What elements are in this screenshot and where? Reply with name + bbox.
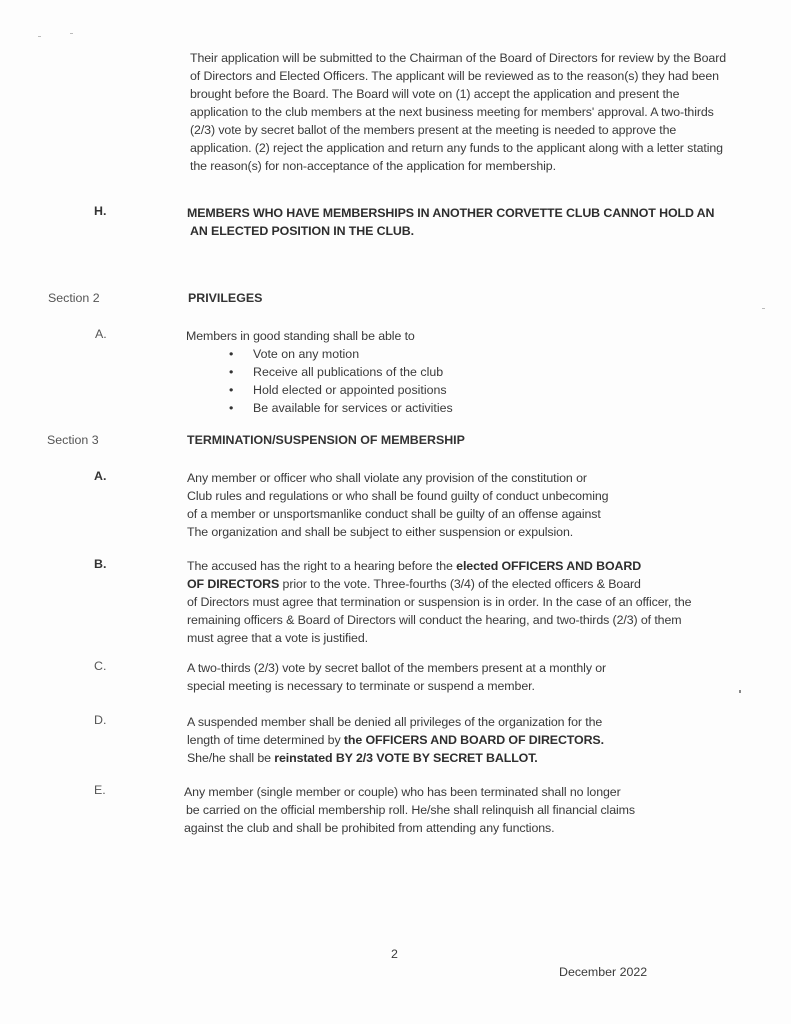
text-line: against the club and shall be prohibited from attending any functions. [184,821,555,835]
item-h-label: H. [94,204,107,218]
scan-speck [739,690,741,693]
text-run: length of time determined by [187,733,344,747]
list-item: • Receive all publications of the club [229,363,453,381]
text-line: A two-thirds (2/3) vote by secret ballot of the members present at a monthly or [187,661,607,675]
section-3-item-d-text [187,713,604,767]
text-line: remaining officers & Board of Directors will conduct the hearing, and two-thirds (2/3) of them [187,613,682,627]
section-3-item-e-text [184,783,635,837]
scan-speck [762,308,765,309]
item-h-line-2: AN ELECTED POSITION IN THE CLUB. [190,224,414,238]
bold-run: OF DIRECTORS [187,577,280,591]
section-3-item-b-label: B. [94,557,107,571]
section-3-title: TERMINATION/SUSPENSION OF MEMBERSHIP [187,433,465,447]
section-3-item-c-label: C. [94,659,107,673]
privileges-list [229,345,453,417]
text-run: The accused has the right to a hearing before the [187,559,457,573]
text-run: She/he shall be [187,751,275,765]
list-item: • Be available for services or activities [229,399,453,417]
text-line [187,557,691,575]
section-3-label: Section 3 [47,433,99,447]
text-line [187,749,604,767]
text-line: be carried on the official membership roll. He/she shall relinquish all financial claims [186,803,635,817]
section-2-title: PRIVILEGES [188,291,263,305]
section-2-item-a-text: Members in good standing shall be able to [186,329,415,343]
section-3-item-e-label: E. [94,783,106,797]
text-line [187,575,691,593]
text-line: of Directors must agree that termination or suspension is in order. In the case of an officer, the [187,595,692,609]
list-item: • Hold elected or appointed positions [229,381,453,399]
section-2-item-a-label: A. [95,327,107,341]
text-line: of a member or unsportsmanlike conduct shall be guilty of an offense against [187,507,601,521]
bold-run: elected OFFICERS AND BOARD [456,559,642,573]
section-3-item-d-label: D. [94,713,107,727]
text-line: Any member or officer who shall violate any provision of the constitution or [187,471,587,485]
item-h-text [187,204,714,240]
text-run: prior to the vote. Three-fourths (3/4) of the elected officers & Board [279,577,641,591]
section-3-item-b-text [187,557,691,647]
text-line: A suspended member shall be denied all privileges of the organization for the [187,715,603,729]
page-number: 2 [391,947,398,961]
section-3-item-c-text [187,659,606,695]
text-line: must agree that a vote is justified. [187,631,368,645]
scan-speck [38,36,41,37]
bold-run: the OFFICERS AND BOARD OF DIRECTORS. [343,733,604,747]
text-line: The organization and shall be subject to either suspension or expulsion. [187,525,574,539]
section-2-label: Section 2 [48,291,100,305]
intro-paragraph: Their application will be submitted to the Chairman of the Board of Directors for review by the Board of Directors and Elected Officers. The applicant will be reviewed as to the reason(s) they had been brought before the Board. The Board will vote on (1) accept the application and present the application to the club members at the next business meeting for members' approval. A two-thirds (2/3) vote by secret ballot of the members present at the meeting is needed to approve the application. (2) reject the application and return any funds to the applicant along with a letter stating the reason(s) for non-acceptance of the application for membership. [190,51,727,173]
item-h-line-1: MEMBERS WHO HAVE MEMBERSHIPS IN ANOTHER CORVETTE CLUB CANNOT HOLD AN [187,206,715,220]
footer-date: December 2022 [559,965,648,979]
text-line: Club rules and regulations or who shall be found guilty of conduct unbecoming [187,489,609,503]
section-3-item-a-label: A. [94,469,107,483]
text-line: Any member (single member or couple) who has been terminated shall no longer [184,785,621,799]
text-line: special meeting is necessary to terminate or suspend a member. [187,679,535,693]
text-line [187,731,604,749]
scan-speck [70,33,73,34]
bold-run: reinstated BY 2/3 VOTE BY SECRET BALLOT. [274,751,538,765]
section-3-item-a-text [187,469,608,541]
list-item: • Vote on any motion [229,345,453,363]
